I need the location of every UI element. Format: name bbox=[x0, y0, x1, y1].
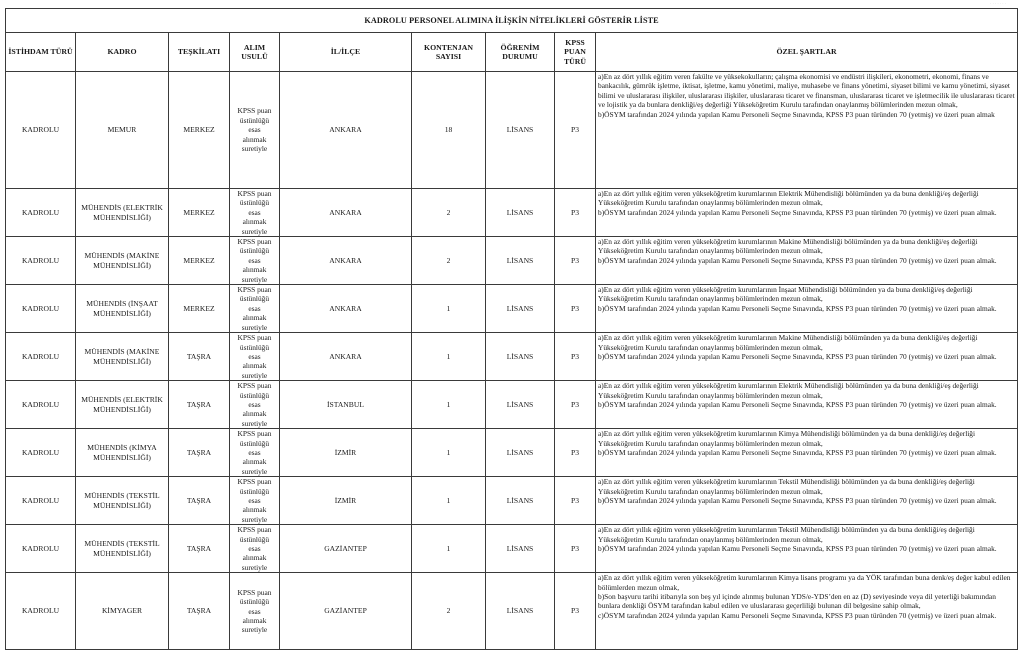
table-title: KADROLU PERSONEL ALIMINA İLİŞKİN NİTELİKLERİ GÖSTERİR LİSTE bbox=[6, 9, 1018, 33]
table-row bbox=[6, 189, 1018, 237]
cell-ogrenim: LİSANS bbox=[486, 525, 555, 573]
cell-kontenjan: 1 bbox=[412, 333, 486, 381]
cell-istihdam: KADROLU bbox=[6, 525, 76, 573]
table-row bbox=[6, 429, 1018, 477]
cell-ogrenim: LİSANS bbox=[486, 429, 555, 477]
cell-kpss: P3 bbox=[555, 237, 596, 285]
table-row bbox=[6, 477, 1018, 525]
sart-item: b)ÖSYM tarafından 2024 yılında yapılan Kamu Personeli Seçme Sınavında, KPSS P3 puan türünden 70 (yetmiş) ve üzeri puan almak. bbox=[598, 447, 997, 457]
cell-kontenjan: 2 bbox=[412, 237, 486, 285]
header-kpss: KPSS PUAN TÜRÜ bbox=[555, 33, 596, 72]
cell-kadro: MÜHENDİS (KİMYA MÜHENDİSLİĞİ) bbox=[76, 429, 169, 477]
cell-ozel-sartlar bbox=[596, 189, 1018, 237]
cell-ozel-sartlar bbox=[596, 72, 1018, 189]
cell-teskilati: TAŞRA bbox=[169, 573, 230, 650]
cell-kpss: P3 bbox=[555, 573, 596, 650]
cell-il-ilce: ANKARA bbox=[280, 72, 412, 189]
cell-kadro: KİMYAGER bbox=[76, 573, 169, 650]
sart-item: b)ÖSYM tarafından 2024 yılında yapılan Kamu Personeli Seçme Sınavında, KPSS P3 puan türünden 70 (yetmiş) ve üzeri puan almak. bbox=[598, 351, 997, 361]
cell-ozel-sartlar bbox=[596, 381, 1018, 429]
cell-ozel-sartlar bbox=[596, 429, 1018, 477]
cell-kpss: P3 bbox=[555, 285, 596, 333]
cell-ogrenim: LİSANS bbox=[486, 477, 555, 525]
sart-item: b)ÖSYM tarafından 2024 yılında yapılan Kamu Personeli Seçme Sınavında, KPSS P3 puan türünden 70 (yetmiş) ve üzeri puan almak. bbox=[598, 544, 997, 554]
cell-kpss: P3 bbox=[555, 189, 596, 237]
header-istihdam: İSTİHDAM TÜRÜ bbox=[6, 33, 76, 72]
cell-kadro: MÜHENDİS (MAKİNE MÜHENDİSLİĞİ) bbox=[76, 333, 169, 381]
cell-kadro: MÜHENDİS (ELEKTRİK MÜHENDİSLİĞİ) bbox=[76, 381, 169, 429]
cell-alim-usulu: KPSS puan üstünlüğü esas alınmak suretiyle bbox=[230, 237, 280, 285]
sart-item: b)ÖSYM tarafından 2024 yılında yapılan Kamu Personeli Seçme Sınavında, KPSS P3 puan türünden 70 (yetmiş) ve üzeri puan almak. bbox=[598, 255, 997, 265]
cell-kontenjan: 1 bbox=[412, 525, 486, 573]
sart-item: a)En az dört yıllık eğitim veren yükseköğretim kurumlarının Kimya Mühendisliği bölümünden ya da buna denkliği/eş değerliği Yükseköğretim Kurulu tarafından onaylanmış bölümlerinden mezun olmak, bbox=[598, 429, 976, 448]
cell-il-ilce: ANKARA bbox=[280, 189, 412, 237]
page-mark: · · · · · · · bbox=[990, 1, 1006, 6]
table-row bbox=[6, 237, 1018, 285]
cell-teskilati: MERKEZ bbox=[169, 237, 230, 285]
header-il-ilce: İL/İLÇE bbox=[280, 33, 412, 72]
cell-kontenjan: 1 bbox=[412, 285, 486, 333]
table-row bbox=[6, 525, 1018, 573]
cell-teskilati: TAŞRA bbox=[169, 525, 230, 573]
header-kontenjan: KONTENJAN SAYISI bbox=[412, 33, 486, 72]
cell-kpss: P3 bbox=[555, 72, 596, 189]
header-alim-usulu: ALIM USULÜ bbox=[230, 33, 280, 72]
cell-il-ilce: ANKARA bbox=[280, 333, 412, 381]
sart-item: a)En az dört yıllık eğitim veren yükseköğretim kurumlarının Makine Mühendisliği bölümünden ya da buna denkliği/eş değerliği Yükseköğretim Kurulu tarafından onaylanmış bölümlerinden mezun olmak, bbox=[598, 333, 978, 352]
cell-ozel-sartlar bbox=[596, 477, 1018, 525]
cell-alim-usulu: KPSS puan üstünlüğü esas alınmak suretiyle bbox=[230, 381, 280, 429]
cell-ogrenim: LİSANS bbox=[486, 189, 555, 237]
sart-item: a)En az dört yıllık eğitim veren fakülte ve yüksekokulların; çalışma ekonomisi ve endüstri ilişkileri, ekonometri, ekonomi, finans ve bankacılık, gümrük işletme, iktisat, işletme, kamu yönetimi, maliye, muhasebe ve finans yönetimi, siyaset bilimi ve kamu yönetimi, siyaset bilimi ve uluslararası ilişkiler, uluslararası ilişkiler, uluslararası ticaret ve finansman, uluslararası ticaret ve işletmecilik ile uluslararası ticaret ve lojistik ya da bunlara denkliği/eş değerliği Yükseköğretim Kurulu tarafından onaylanmış bölümlerinden mezun olmak, bbox=[598, 72, 1015, 110]
sart-item: a)En az dört yıllık eğitim veren yükseköğretim kurumlarının Tekstil Mühendisliği bölümünden ya da buna denkliği/eş değerliği Yükseköğretim Kurulu tarafından onaylanmış bölümlerinden mezun olmak, bbox=[598, 477, 975, 496]
sart-item: a)En az dört yıllık eğitim veren yükseköğretim kurumlarının Makine Mühendisliği bölümünden ya da buna denkliği/eş değerliği Yükseköğretim Kurulu tarafından onaylanmış bölümlerinden mezun olmak, bbox=[598, 237, 978, 256]
sart-item: b)ÖSYM tarafından 2024 yılında yapılan Kamu Personeli Seçme Sınavında, KPSS P3 puan türünden 70 (yetmiş) ve üzeri puan almak. bbox=[598, 207, 997, 217]
cell-il-ilce: İZMİR bbox=[280, 429, 412, 477]
cell-alim-usulu: KPSS puan üstünlüğü esas alınmak suretiyle bbox=[230, 189, 280, 237]
cell-istihdam: KADROLU bbox=[6, 381, 76, 429]
cell-alim-usulu: KPSS puan üstünlüğü esas alınmak suretiyle bbox=[230, 477, 280, 525]
cell-kontenjan: 1 bbox=[412, 477, 486, 525]
table-row bbox=[6, 381, 1018, 429]
cell-kadro: MÜHENDİS (TEKSTİL MÜHENDİSLİĞİ) bbox=[76, 525, 169, 573]
cell-kpss: P3 bbox=[555, 477, 596, 525]
sart-item: a)En az dört yıllık eğitim veren yükseköğretim kurumlarının Elektrik Mühendisliği bölümünden ya da buna denkliği/eş değerliği Yükseköğretim Kurulu tarafından onaylanmış bölümlerinden mezun olmak, bbox=[598, 381, 979, 400]
sart-item: a)En az dört yıllık eğitim veren yükseköğretim kurumlarının Elektrik Mühendisliği bölümünden ya da buna denkliği/eş değerliği Yükseköğretim Kurulu tarafından onaylanmış bölümlerinden mezun olmak, bbox=[598, 189, 979, 208]
cell-istihdam: KADROLU bbox=[6, 285, 76, 333]
cell-ogrenim: LİSANS bbox=[486, 72, 555, 189]
cell-ozel-sartlar bbox=[596, 525, 1018, 573]
cell-kpss: P3 bbox=[555, 333, 596, 381]
cell-kadro: MÜHENDİS (MAKİNE MÜHENDİSLİĞİ) bbox=[76, 237, 169, 285]
cell-kadro: MEMUR bbox=[76, 72, 169, 189]
cell-kadro: MÜHENDİS (TEKSTİL MÜHENDİSLİĞİ) bbox=[76, 477, 169, 525]
sart-item: b)Son başvuru tarihi itibarıyla son beş yıl içinde alınmış bulunan YDS/e-YDS’den en az (D) seviyesinde veya dil yeterliği bakımından bunlara denkliği ÖSYM tarafından kabul edilen ve uluslararası geçerliliği bulunan dil belgesine sahip olmak, bbox=[598, 592, 996, 611]
cell-ozel-sartlar bbox=[596, 237, 1018, 285]
cell-teskilati: TAŞRA bbox=[169, 477, 230, 525]
sart-item: b)ÖSYM tarafından 2024 yılında yapılan Kamu Personeli Seçme Sınavında, KPSS P3 puan türünden 70 (yetmiş) ve üzeri puan almak. bbox=[598, 303, 997, 313]
cell-ozel-sartlar bbox=[596, 573, 1018, 650]
cell-kadro: MÜHENDİS (İNŞAAT MÜHENDİSLİĞİ) bbox=[76, 285, 169, 333]
cell-ogrenim: LİSANS bbox=[486, 381, 555, 429]
cell-kpss: P3 bbox=[555, 429, 596, 477]
cell-ozel-sartlar bbox=[596, 333, 1018, 381]
cell-istihdam: KADROLU bbox=[6, 573, 76, 650]
header-ozel-sartlar: ÖZEL ŞARTLAR bbox=[596, 33, 1018, 72]
cell-il-ilce: ANKARA bbox=[280, 285, 412, 333]
header-ogrenim: ÖĞRENİM DURUMU bbox=[486, 33, 555, 72]
cell-kadro: MÜHENDİS (ELEKTRİK MÜHENDİSLİĞİ) bbox=[76, 189, 169, 237]
cell-istihdam: KADROLU bbox=[6, 429, 76, 477]
cell-teskilati: TAŞRA bbox=[169, 429, 230, 477]
header-teskilati: TEŞKİLATI bbox=[169, 33, 230, 72]
table-row bbox=[6, 573, 1018, 650]
cell-kontenjan: 2 bbox=[412, 573, 486, 650]
table-row bbox=[6, 72, 1018, 189]
cell-kontenjan: 2 bbox=[412, 189, 486, 237]
cell-il-ilce: ANKARA bbox=[280, 237, 412, 285]
cell-ogrenim: LİSANS bbox=[486, 237, 555, 285]
cell-ogrenim: LİSANS bbox=[486, 285, 555, 333]
cell-istihdam: KADROLU bbox=[6, 477, 76, 525]
cell-alim-usulu: KPSS puan üstünlüğü esas alınmak suretiyle bbox=[230, 285, 280, 333]
cell-il-ilce: GAZİANTEP bbox=[280, 525, 412, 573]
cell-kontenjan: 18 bbox=[412, 72, 486, 189]
cell-kontenjan: 1 bbox=[412, 381, 486, 429]
cell-il-ilce: İSTANBUL bbox=[280, 381, 412, 429]
sart-item: a)En az dört yıllık eğitim veren yükseköğretim kurumlarının Tekstil Mühendisliği bölümünden ya da buna denkliği/eş değerliği Yükseköğretim Kurulu tarafından onaylanmış bölümlerinden mezun olmak, bbox=[598, 525, 975, 544]
sart-item: a)En az dört yıllık eğitim veren yükseköğretim kurumlarının İnşaat Mühendisliği bölümünden ya da buna denkliği/eş değerliği Yükseköğretim Kurulu tarafından onaylanmış bölümlerinden mezun olmak, bbox=[598, 285, 973, 304]
cell-alim-usulu: KPSS puan üstünlüğü esas alınmak suretiyle bbox=[230, 72, 280, 189]
cell-istihdam: KADROLU bbox=[6, 189, 76, 237]
cell-alim-usulu: KPSS puan üstünlüğü esas alınmak suretiyle bbox=[230, 573, 280, 650]
cell-kpss: P3 bbox=[555, 381, 596, 429]
cell-il-ilce: GAZİANTEP bbox=[280, 573, 412, 650]
sart-item: c)ÖSYM tarafından 2024 yılında yapılan Kamu Personeli Seçme Sınavında, KPSS P3 puan türünden 70 (yetmiş) ve üzeri puan almak. bbox=[598, 610, 997, 620]
table-row bbox=[6, 333, 1018, 381]
cell-istihdam: KADROLU bbox=[6, 72, 76, 189]
cell-il-ilce: İZMİR bbox=[280, 477, 412, 525]
cell-ogrenim: LİSANS bbox=[486, 573, 555, 650]
cell-ozel-sartlar bbox=[596, 285, 1018, 333]
cell-istihdam: KADROLU bbox=[6, 333, 76, 381]
cell-alim-usulu: KPSS puan üstünlüğü esas alınmak suretiyle bbox=[230, 333, 280, 381]
cell-kontenjan: 1 bbox=[412, 429, 486, 477]
sart-item: b)ÖSYM tarafından 2024 yılında yapılan Kamu Personeli Seçme Sınavında, KPSS P3 puan türünden 70 (yetmiş) ve üzeri puan almak. bbox=[598, 399, 997, 409]
cell-teskilati: MERKEZ bbox=[169, 285, 230, 333]
cell-kpss: P3 bbox=[555, 525, 596, 573]
table-row bbox=[6, 285, 1018, 333]
sart-item: b)ÖSYM tarafından 2024 yılında yapılan Kamu Personeli Seçme Sınavında, KPSS P3 puan türünden 70 (yetmiş) ve üzeri puan almak. bbox=[598, 496, 997, 505]
cell-istihdam: KADROLU bbox=[6, 237, 76, 285]
sart-item: a)En az dört yıllık eğitim veren yükseköğretim kurumlarının Kimya lisans programı ya da YÖK tarafından buna denk/eş değer kabul edilen bölümlerden mezun olmak, bbox=[598, 573, 1011, 592]
cell-alim-usulu: KPSS puan üstünlüğü esas alınmak suretiyle bbox=[230, 525, 280, 573]
cell-ogrenim: LİSANS bbox=[486, 333, 555, 381]
cell-teskilati: MERKEZ bbox=[169, 189, 230, 237]
cell-teskilati: TAŞRA bbox=[169, 381, 230, 429]
positions-table bbox=[5, 8, 1018, 650]
cell-alim-usulu: KPSS puan üstünlüğü esas alınmak suretiyle bbox=[230, 429, 280, 477]
cell-teskilati: TAŞRA bbox=[169, 333, 230, 381]
cell-teskilati: MERKEZ bbox=[169, 72, 230, 189]
header-kadro: KADRO bbox=[76, 33, 169, 72]
sart-item: b)ÖSYM tarafından 2024 yılında yapılan Kamu Personeli Seçme Sınavında, KPSS P3 puan türünden 70 (yetmiş) ve üzeri puan almak bbox=[598, 109, 995, 119]
